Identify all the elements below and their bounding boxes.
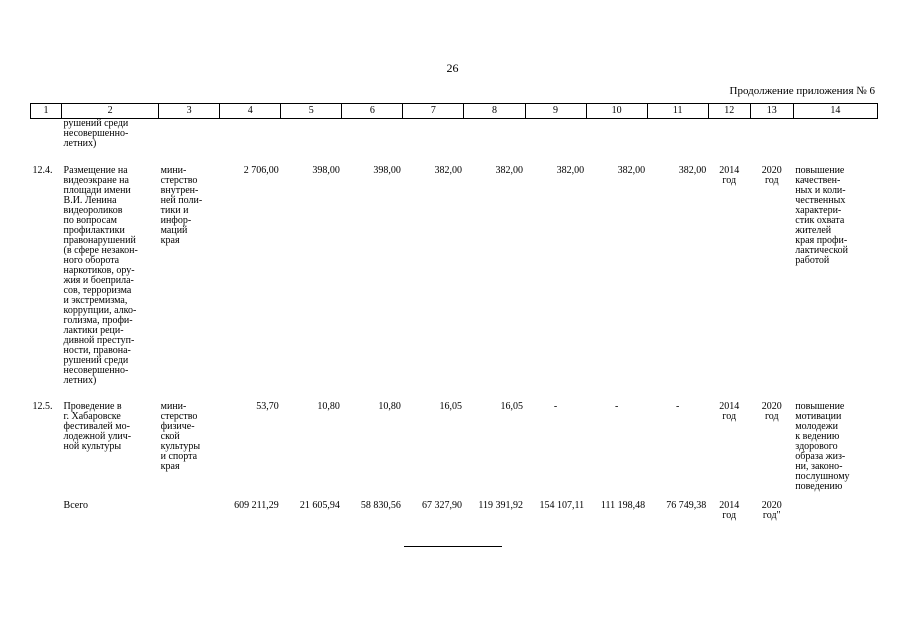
- total-value: 609 211,29: [234, 501, 279, 511]
- page-number: 26: [446, 61, 459, 75]
- row-number: 12.4.: [32, 166, 53, 176]
- value-cell: -: [553, 402, 558, 412]
- executor: мини- стерство физиче- ской культуры и спорта края: [160, 402, 201, 472]
- carry-over-row: [31, 119, 878, 167]
- table-row: [31, 166, 878, 402]
- column-number: 6: [342, 104, 403, 119]
- total-value: 154 107,11: [539, 501, 585, 511]
- end-year: 2020 год: [761, 166, 782, 186]
- total-value: 21 605,94: [299, 501, 340, 511]
- total-value: 58 830,56: [360, 501, 401, 511]
- value-cell: 382,00: [495, 166, 524, 176]
- start-year: 2014 год: [719, 501, 740, 521]
- end-year: 2020 год": [761, 501, 782, 521]
- expected-result: повышение качествен- ных и коли- чественных характери- стик охвата жителей края профи- лактической работой: [795, 166, 849, 266]
- column-number: 9: [525, 104, 586, 119]
- value-cell: 16,05: [500, 402, 524, 412]
- value-cell: 382,00: [617, 166, 646, 176]
- carry-over-text: рушений среди несовершенно- летних): [63, 118, 129, 149]
- total-value: 119 391,92: [478, 501, 524, 511]
- start-year: 2014 год: [719, 166, 740, 186]
- column-number: 7: [403, 104, 464, 119]
- column-number: 1: [31, 104, 62, 119]
- column-number: 5: [281, 104, 342, 119]
- total-value: 111 198,48: [600, 501, 646, 511]
- value-cell: 382,00: [434, 166, 462, 176]
- column-number: 10: [586, 104, 647, 119]
- value-cell: 53,70: [256, 402, 279, 412]
- value-cell: 398,00: [312, 166, 340, 176]
- value-cell: 16,05: [439, 402, 462, 412]
- total-value: 76 749,38: [666, 501, 707, 511]
- end-year: 2020 год: [761, 402, 782, 422]
- total-value: 67 327,90: [421, 501, 462, 511]
- activity-name: Размещение на видеоэкране на площади имени В.И. Ленина видеороликов по вопросам профилактики правонарушений (в сфере незакон- ного оборота наркотиков, ору- жия и боеприла- сов, терроризма и экстремизма, коррупции, алко- голизма, профи- лактики реци- дивной преступ- ности, правона- рушений среди несовершенно- летних): [63, 166, 138, 386]
- column-number: 11: [647, 104, 708, 119]
- column-number: 12: [708, 104, 750, 119]
- table-row: [31, 402, 878, 501]
- column-number: 2: [62, 104, 159, 119]
- total-label: Всего: [63, 501, 89, 511]
- value-cell: -: [676, 402, 680, 412]
- start-year: 2014 год: [719, 402, 740, 422]
- column-number: 4: [220, 104, 281, 119]
- row-number: 12.5.: [32, 402, 53, 412]
- value-cell: 382,00: [556, 166, 585, 176]
- activity-name: Проведение в г. Хабаровске фестивалей мо- лодежной улич- ной культуры: [63, 402, 132, 452]
- column-number: 13: [750, 104, 793, 119]
- expected-result: повышение мотивации молодежи к ведению здорового образа жиз- ни, законо- послушному поведению: [795, 402, 850, 492]
- value-cell: 10,80: [378, 402, 401, 412]
- value-cell: 2 706,00: [243, 166, 279, 176]
- total-row: [31, 501, 878, 521]
- column-number: 14: [793, 104, 877, 119]
- value-cell: -: [614, 402, 619, 412]
- appendix-continuation-label: Продолжение приложения № 6: [729, 85, 875, 97]
- column-number-header-row: [31, 104, 878, 119]
- end-separator-line: [404, 546, 502, 547]
- column-number: 8: [464, 104, 525, 119]
- value-cell: 10,80: [317, 402, 340, 412]
- appendix-table: [30, 103, 878, 521]
- value-cell: 382,00: [678, 166, 707, 176]
- executor: мини- стерство внутрен- ней поли- тики и инфор- маций края: [160, 166, 203, 246]
- value-cell: 398,00: [373, 166, 401, 176]
- column-number: 3: [159, 104, 220, 119]
